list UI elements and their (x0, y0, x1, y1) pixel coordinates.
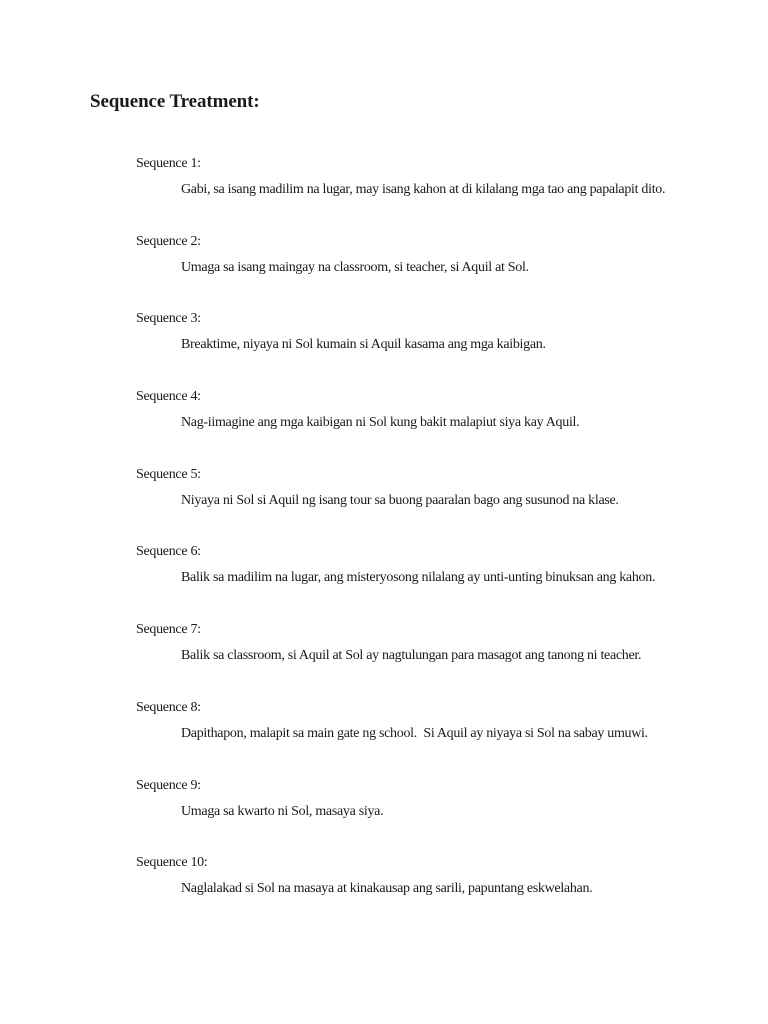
sequence-description: Balik sa madilim na lugar, ang misteryosong nilalang ay unti-unting binuksan ang kahon. (181, 570, 656, 586)
sequence-item-7 (136, 617, 677, 695)
sequence-item-5 (136, 462, 677, 540)
sequence-description: Breaktime, niyaya ni Sol kumain si Aquil kasama ang mga kaibigan. (181, 337, 546, 353)
sequence-item-4 (136, 384, 677, 462)
sequence-item-8 (136, 695, 677, 773)
sequence-description: Umaga sa isang maingay na classroom, si teacher, si Aquil at Sol. (181, 259, 529, 275)
sequence-item-9 (136, 773, 677, 851)
sequence-label: Sequence 4: (136, 389, 201, 405)
sequence-description: Niyaya ni Sol si Aquil ng isang tour sa buong paaralan bago ang susunod na klase. (181, 492, 619, 508)
sequence-description: Naglalakad si Sol na masaya at kinakausap ang sarili, papuntang eskwelahan. (181, 881, 593, 897)
sequence-item-10 (136, 850, 677, 928)
sequence-item-6 (136, 539, 677, 617)
sequence-label: Sequence 5: (136, 466, 201, 482)
sequence-label: Sequence 7: (136, 622, 201, 638)
sequence-label: Sequence 9: (136, 777, 201, 793)
sequence-description: Dapithapon, malapit sa main gate ng school. Si Aquil ay niyaya si Sol na sabay umuwi. (181, 725, 648, 741)
sequence-item-3 (136, 306, 677, 384)
sequence-description: Nag-iimagine ang mga kaibigan ni Sol kung bakit malapiut siya kay Aquil. (181, 415, 580, 431)
document-title: Sequence Treatment: (90, 91, 260, 112)
sequence-label: Sequence 10: (136, 855, 208, 871)
sequence-item-1 (136, 151, 677, 229)
sequence-item-2 (136, 229, 677, 307)
sequence-description: Gabi, sa isang madilim na lugar, may isang kahon at di kilalang mga tao ang papalapit dito. (181, 182, 666, 197)
sequence-label: Sequence 1: (136, 156, 201, 171)
sequence-label: Sequence 6: (136, 544, 201, 560)
sequence-description: Umaga sa kwarto ni Sol, masaya siya. (181, 803, 384, 819)
sequence-list (136, 151, 677, 928)
sequence-label: Sequence 3: (136, 311, 201, 327)
sequence-label: Sequence 8: (136, 699, 201, 715)
sequence-label: Sequence 2: (136, 233, 201, 249)
sequence-description: Balik sa classroom, si Aquil at Sol ay nagtulungan para masagot ang tanong ni teacher. (181, 648, 642, 664)
